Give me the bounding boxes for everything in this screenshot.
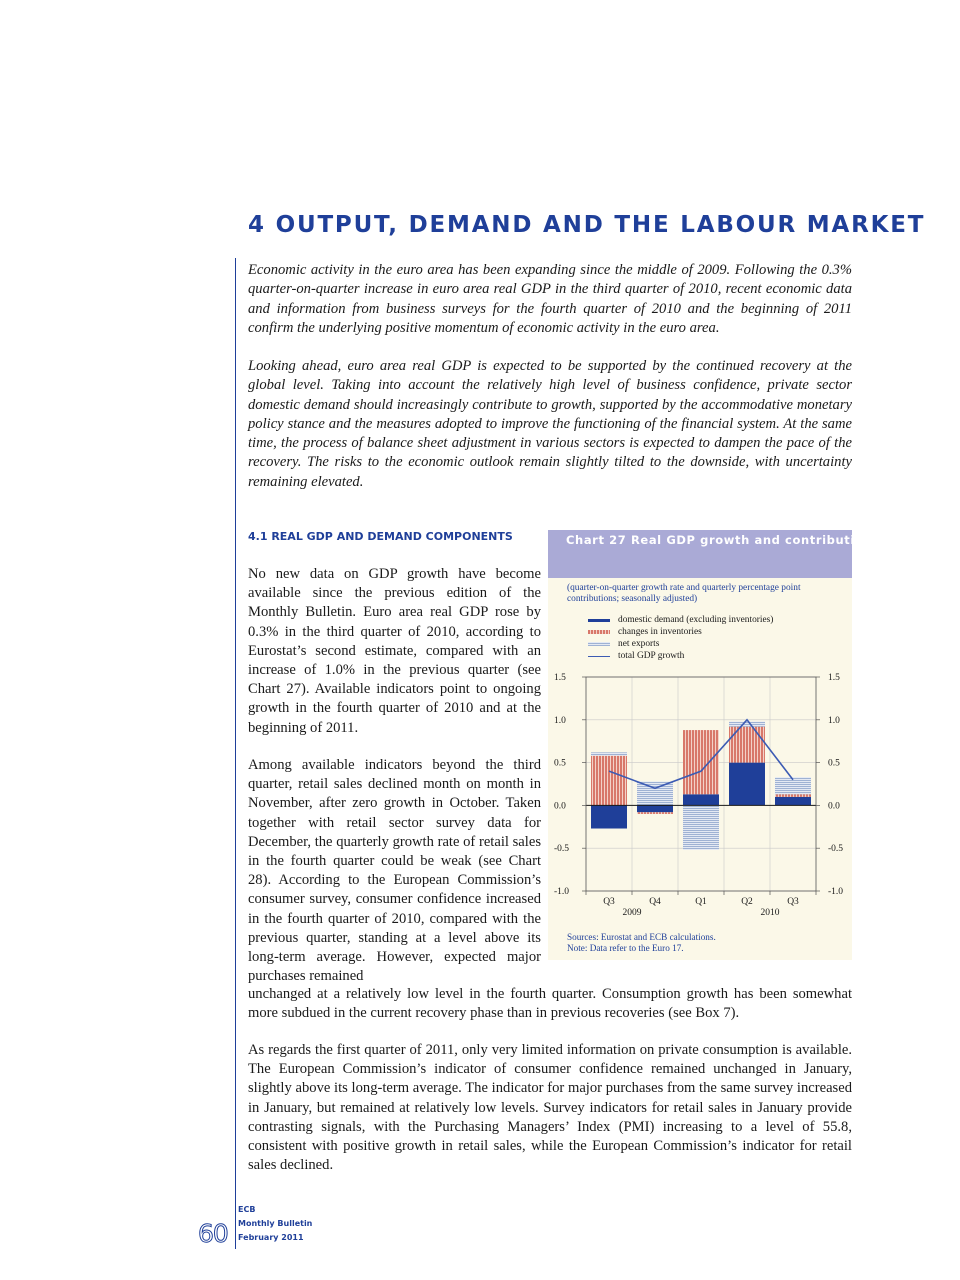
y-tick-label-right: 1.5: [828, 673, 840, 683]
footer-publisher: ECB: [238, 1205, 256, 1214]
chart-subtitle: (quarter-on-quarter growth rate and quarterly percentage point contributions; seasonally adjusted): [567, 583, 801, 604]
chart-header: [548, 530, 880, 578]
footer-rule: [235, 1205, 236, 1249]
y-tick-label-left: 1.5: [554, 673, 566, 683]
y-tick-label-left: 1.0: [554, 715, 566, 726]
legend-swatch-domestic-demand: [588, 619, 610, 622]
x-tick-label: Q2: [741, 897, 753, 907]
bar-changes-in-inventories: [729, 727, 765, 763]
bar-domestic-demand: [591, 805, 627, 828]
legend-label-net-exports: net exports: [618, 639, 660, 649]
x-year-label: 2010: [760, 908, 780, 918]
bar-changes-in-inventories: [637, 812, 673, 814]
legend-label-total-gdp: total GDP growth: [618, 651, 685, 661]
legend-label-inventories: changes in inventories: [618, 627, 702, 637]
y-tick-label-right: 0.0: [828, 801, 840, 812]
x-year-label: 2009: [622, 908, 642, 918]
legend-item-inventories: [588, 626, 773, 638]
x-tick-label: Q1: [695, 897, 707, 907]
x-tick-label: Q3: [787, 897, 799, 907]
bar-domestic-demand: [775, 797, 811, 806]
x-tick-label: Q4: [649, 897, 661, 907]
bar-net-exports: [729, 722, 765, 727]
chart-sources: [567, 932, 716, 953]
bar-net-exports: [683, 805, 719, 850]
legend-label-domestic-demand: domestic demand (excluding inventories): [618, 615, 774, 625]
y-tick-label-left: -1.0: [554, 887, 570, 897]
footer-date: February 2011: [238, 1233, 304, 1242]
page-footer: [198, 1205, 313, 1250]
bar-net-exports: [591, 752, 627, 755]
x-tick-label: Q3: [603, 897, 615, 907]
footer-publication: Monthly Bulletin: [238, 1219, 313, 1228]
y-tick-label-right: 0.5: [828, 758, 840, 769]
y-tick-label-left: 0.0: [554, 801, 566, 812]
gdp-bar-chart: [548, 660, 852, 930]
bar-changes-in-inventories: [591, 756, 627, 806]
chart-note-text: Note: Data refer to the Euro 17.: [567, 942, 684, 953]
legend-item-net-exports: [588, 638, 773, 650]
legend-swatch-total-gdp: [588, 656, 610, 657]
legend-swatch-inventories: [588, 630, 610, 634]
summary-paragraph-1: Economic activity in the euro area has been expanding since the middle of 2009. Following the 0.3% quarter-on-quarter increase in euro area real GDP in the third quarter of 2010, recent economic data and information from business surveys for the fourth quarter of 2010 and the beginning of 2011 confirm the underlying positive momentum of economic activity in the euro area.: [248, 262, 852, 336]
body-paragraph-2-continued: unchanged at a relatively low level in the fourth quarter. Consumption growth has been somewhat more subdued in the current recovery phase than in previous recoveries (see Box 7).: [248, 986, 852, 1022]
section-heading: 4.1 REAL GDP AND DEMAND COMPONENTS: [248, 530, 513, 543]
margin-rule: [235, 258, 236, 1216]
chart-27-box: [548, 530, 880, 960]
legend-item-domestic-demand: [588, 614, 773, 626]
summary-paragraph-2: Looking ahead, euro area real GDP is expected to be supported by the continued recovery at the global level. Taking into account the relatively high level of business confidence, private sector domestic demand should increasingly contribute to growth, supported by the accommodative monetary policy stance and the measures adopted to improve the functioning of the financial system. At the same time, the process of balance sheet adjustment in various sectors is expected to dampen the pace of the recovery. The risks to the economic outlook remain slightly tilted to the downside, with uncertainty remaining elevated.: [248, 358, 852, 490]
bar-net-exports: [637, 781, 673, 805]
y-tick-label-right: -0.5: [828, 844, 844, 855]
bar-domestic-demand: [683, 794, 719, 805]
y-tick-label-left: 0.5: [554, 758, 566, 769]
body-paragraph-1: No new data on GDP growth have become available since the previous edition of the Monthly Bulletin. Euro area real GDP rose by 0.3% in the third quarter of 2010, according to Eurostat’s second estimate, compared with an increase of 1.0% in the previous quarter (see Chart 27). Available indicators point to ongoing growth in the fourth quarter of 2010 and at the beginning of 2011.: [248, 566, 541, 736]
bar-changes-in-inventories: [683, 730, 719, 794]
chapter-title: 4 OUTPUT, DEMAND AND THE LABOUR MARKET: [248, 212, 926, 238]
legend-swatch-net-exports: [588, 642, 610, 646]
y-tick-label-right: -1.0: [828, 887, 844, 897]
page-number: 60: [198, 1219, 228, 1248]
y-tick-label-left: -0.5: [554, 844, 570, 855]
bar-domestic-demand: [729, 763, 765, 806]
bar-changes-in-inventories: [775, 794, 811, 797]
y-tick-label-right: 1.0: [828, 715, 840, 726]
body-paragraph-3: As regards the first quarter of 2011, only very limited information on private consumption is available. The European Commission’s indicator of consumer confidence remained unchanged in January, slightly above its long-term average. The indicator for major purchases from the same survey increased in January, but remained at relatively low levels. Survey indicators for retail sales in January provide contrasting signals, with the Purchasing Managers’ Index (PMI) increasing to a level of 55.8, consistent with positive growth in retail sales, while the European Commission’s indicator for retail sales declined.: [248, 1042, 852, 1174]
chart-title: Chart 27 Real GDP growth and contributions: [566, 533, 880, 547]
chart-legend: [588, 614, 773, 662]
chart-sources-text: Sources: Eurostat and ECB calculations.: [567, 932, 716, 942]
body-paragraph-2-column: Among available indicators beyond the third quarter, retail sales declined month on month in November, after zero growth in October. Taken together with retail sector survey data for December, the quarterly growth rate of retail sales in the fourth quarter could be weak (see Chart 28). According to the European Commission’s consumer survey, consumer confidence increased in the fourth quarter of 2010, compared with the previous quarter, standing at a level above its long-term average. However, expected major purchases remained: [248, 757, 541, 985]
bar-domestic-demand: [637, 805, 673, 812]
